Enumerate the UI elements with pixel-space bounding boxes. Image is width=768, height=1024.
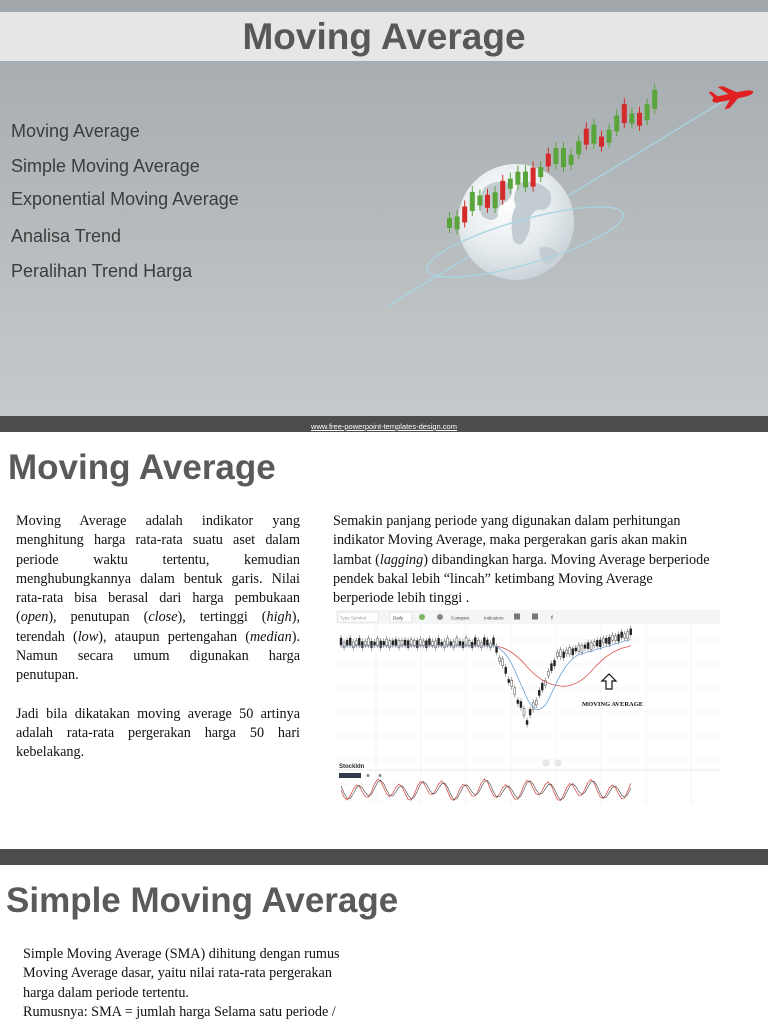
agenda-item-sma: Simple Moving Average: [11, 156, 200, 176]
title-bar: [0, 12, 768, 61]
section-heading: Simple Moving Average: [6, 881, 399, 920]
candlestick: [553, 142, 558, 169]
compare-button[interactable]: Compare: [451, 615, 470, 621]
sma-line-1: Simple Moving Average (SMA) dihitung dengan rumus: [23, 946, 340, 962]
globe-candlestick-illustration: [380, 70, 768, 320]
moving-average-annotation: MOVING AVERAGE: [582, 701, 644, 708]
sma-line-4: Rumusnya: SMA = jumlah harga Selama satu periode /: [23, 1003, 336, 1020]
section-divider: [0, 849, 768, 865]
title-slide: [0, 0, 768, 432]
top-strip: [0, 0, 768, 12]
chart-toolbar: [336, 610, 720, 624]
chart-brand-logo: StockIdn: [339, 764, 365, 770]
definition-paragraph: Moving Average adalah indikator yang menghitung harga rata-rata suatu aset dalam periode waktu tertentu, kemudian menghubungkannya dalam bentuk garis. Nilai rata-rata bisa berasal dari harga pembukaan (open), penutupan (close), tertinggi (high), terendah (low), ataupun pertengahan (median). Namun secara umum digunakan harga penutupan.: [16, 513, 300, 684]
sma-description: [23, 945, 393, 1022]
chart-type-icon[interactable]: [419, 614, 425, 620]
candlestick: [607, 124, 612, 148]
left-column: [16, 512, 300, 763]
candlestick: [652, 84, 657, 114]
slide-title: Moving Average: [242, 16, 526, 57]
settings-icon[interactable]: [437, 614, 443, 620]
indicator-close-icon[interactable]: [379, 774, 382, 777]
camera-icon[interactable]: [532, 614, 538, 620]
sma-slide: [0, 865, 768, 1024]
symbol-search-placeholder: Type Symbol: [340, 615, 367, 621]
candlestick: [546, 148, 551, 172]
section-heading: Moving Average: [8, 448, 276, 487]
example-paragraph: Jadi bila dikatakan moving average 50 artinya adalah rata-rata pergerakan harga 50 hari kebelakang.: [16, 705, 300, 761]
agenda-item-ema: Exponential Moving Average: [11, 189, 239, 209]
candlestick: [561, 142, 566, 172]
candlestick: [645, 98, 650, 125]
candlestick: [576, 135, 581, 159]
calendar-icon[interactable]: [514, 614, 520, 620]
right-column: [333, 512, 713, 608]
candlestick: [569, 149, 574, 170]
agenda-item-peralihan-trend: Peralihan Trend Harga: [11, 261, 193, 281]
airplane-icon: [708, 80, 756, 112]
agenda-item-analisa-trend: Analisa Trend: [11, 226, 122, 246]
candlestick: [637, 107, 642, 131]
indicator-settings-icon[interactable]: [367, 774, 370, 777]
indicators-button[interactable]: Indicators: [484, 615, 504, 621]
candlestick: [584, 123, 589, 150]
sma-line-3: harga dalam periode tertentu.: [23, 984, 189, 1001]
candlestick: [447, 212, 452, 233]
zoom-in-icon[interactable]: [555, 760, 562, 767]
period-paragraph: Semakin panjang periode yang digunakan dalam perhitungan indikator Moving Average, maka pergerakan garis akan makin lambat (lagging) dibandingkan harga. Moving Average berperiode pendek bakal lebih “lincah” ketimbang Moving Average berperiode lebih tinggi .: [333, 513, 710, 607]
candlestick: [622, 98, 627, 128]
candlestick: [599, 131, 604, 152]
candlestick: [614, 109, 619, 136]
sma-line-2: Moving Average dasar, yaitu nilai rata-rata pergerakan: [23, 965, 332, 982]
stock-chart-screenshot: [336, 610, 720, 806]
candlestick: [629, 108, 634, 129]
footer-url-link[interactable]: www.free-powerpoint-templates-design.com: [311, 422, 457, 431]
interval-label: Daily: [393, 615, 404, 621]
footer-bar: [0, 416, 768, 432]
zoom-out-icon[interactable]: [543, 760, 550, 767]
agenda-item-moving-average: Moving Average: [11, 121, 140, 141]
candlestick: [591, 119, 596, 149]
indicator-label-badge: [339, 773, 361, 778]
moving-average-slide: [0, 432, 768, 849]
facebook-icon[interactable]: f: [551, 615, 553, 622]
